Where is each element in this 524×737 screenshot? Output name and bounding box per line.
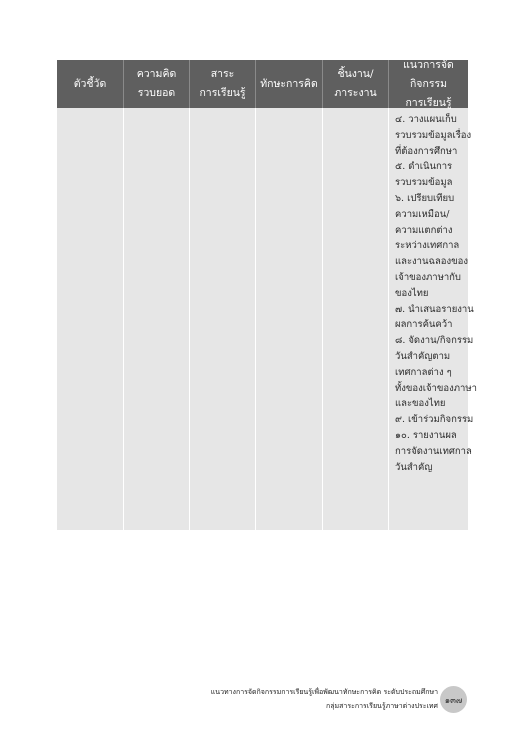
activity-line: ๘. จัดงาน/กิจกรรม — [395, 335, 474, 347]
header-indicator: ตัวชี้วัด — [57, 60, 124, 108]
header-thinking-skills: ทักษะการคิด — [256, 60, 323, 108]
activity-line: ความเหมือน/ — [395, 208, 450, 220]
activity-line: เทศกาลต่าง ๆ — [395, 366, 452, 378]
page-number-badge — [440, 686, 467, 713]
activity-line: การจัดงานเทศกาล — [395, 445, 472, 457]
page-number: ๑๓๗ — [444, 695, 463, 706]
activity-line: วันสำคัญตาม — [395, 350, 451, 362]
table-header — [57, 60, 468, 108]
activity-line: และงานฉลองของ — [395, 256, 468, 268]
activity-line: ๑๐. รายงานผล — [395, 429, 457, 441]
header-content: สาระ การเรียนรู้ — [190, 60, 256, 108]
concept-cell — [124, 108, 190, 530]
header-concept: ความคิด รวบยอด — [124, 60, 190, 108]
lesson-plan-table — [57, 58, 477, 530]
thinking-skills-cell — [256, 108, 323, 530]
content-cell — [190, 108, 256, 530]
activity-line: ๙. เข้าร่วมกิจกรรม — [395, 414, 474, 426]
activity-line: เจ้าของภาษากับ — [395, 271, 461, 283]
activity-line: รวบรวมข้อมูลเรื่อง — [395, 129, 472, 141]
footer-book-title: แนวทางการจัดกิจกรรมการเรียนรู้เพื่อพัฒนาทักษะการคิด ระดับประถมศึกษา — [210, 688, 438, 696]
header-activities: แนวการจัดกิจกรรม การเรียนรู้ — [403, 58, 454, 109]
activities-cell — [389, 108, 477, 530]
activity-line: ทั้งของเจ้าของภาษา — [395, 382, 477, 394]
header-work-tasks: ชิ้นงาน/ ภาระงาน — [323, 60, 389, 108]
activity-line: ๔. วางแผนเก็บ — [395, 114, 457, 125]
activity-line: ๖. เปรียบเทียบ — [395, 192, 455, 204]
activity-line: และของไทย — [395, 398, 446, 410]
footer-subject-group: กลุ่มสาระการเรียนรู้ภาษาต่างประเทศ — [326, 702, 438, 710]
indicator-cell — [57, 108, 124, 530]
activity-line: ที่ต้องการศึกษา — [395, 145, 458, 157]
activity-line: ผลการค้นคว้า — [395, 319, 453, 331]
activity-line: ระหว่างเทศกาล — [395, 240, 460, 252]
activity-line: รวบรวมข้อมูล — [395, 177, 453, 189]
activity-line: ความแตกต่าง — [395, 224, 453, 236]
activity-line: วันสำคัญ — [395, 461, 433, 473]
work-tasks-cell — [323, 108, 389, 530]
activity-line: ๕. ดำเนินการ — [395, 161, 453, 173]
activity-line: ของไทย — [395, 287, 429, 299]
activity-line: ๗. นำเสนอรายงาน — [395, 303, 474, 315]
table-row — [57, 108, 477, 530]
